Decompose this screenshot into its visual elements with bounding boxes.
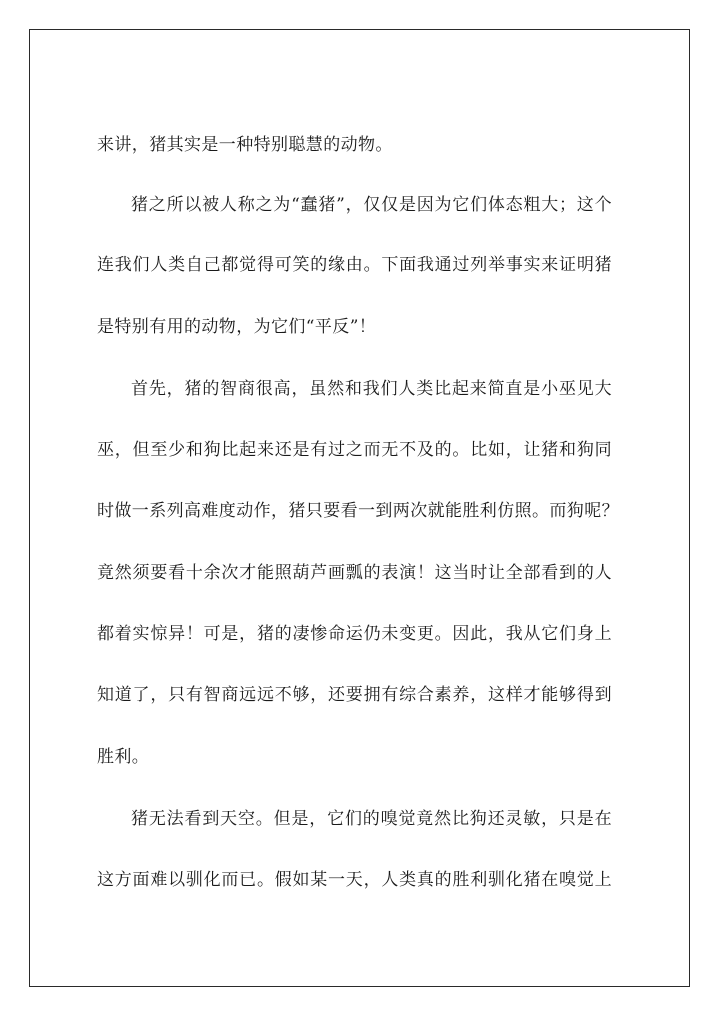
- body-line: 首先，猪的智商很高，虽然和我们人类比起来简直是小巫见大: [131, 379, 612, 399]
- body-line: 是特别有用的动物，为它们“平反”！: [97, 317, 377, 337]
- body-line: 胜利。: [97, 747, 150, 767]
- body-line: 都着实惊异！可是，猪的凄惨命运仍未变更。因此，我从它们身上: [97, 624, 612, 644]
- body-line: 这方面难以驯化而已。假如某一天，人类真的胜利驯化猪在嗅觉上: [97, 870, 612, 890]
- body-line: 知道了，只有智商远远不够，还要拥有综合素养，这样才能够得到: [97, 685, 612, 705]
- body-line: 来讲，猪其实是一种特别聪慧的动物。: [97, 135, 393, 155]
- body-line: 巫，但至少和狗比起来还是有过之而无不及的。比如，让猪和狗同: [97, 440, 612, 460]
- body-line: 猪无法看到天空。但是，它们的嗅觉竟然比狗还灵敏，只是在: [131, 809, 612, 829]
- body-line: 时做一系列高难度动作，猪只要看一到两次就能胜利仿照。而狗呢？: [97, 501, 619, 521]
- body-line: 连我们人类自己都觉得可笑的缘由。下面我通过列举事实来证明猪: [97, 255, 612, 275]
- body-line: 猪之所以被人称之为“蠢猪”，仅仅是因为它们体态粗大；这个: [131, 195, 612, 215]
- body-line: 竟然须要看十余次才能照葫芦画瓢的表演！这当时让全部看到的人: [97, 563, 612, 583]
